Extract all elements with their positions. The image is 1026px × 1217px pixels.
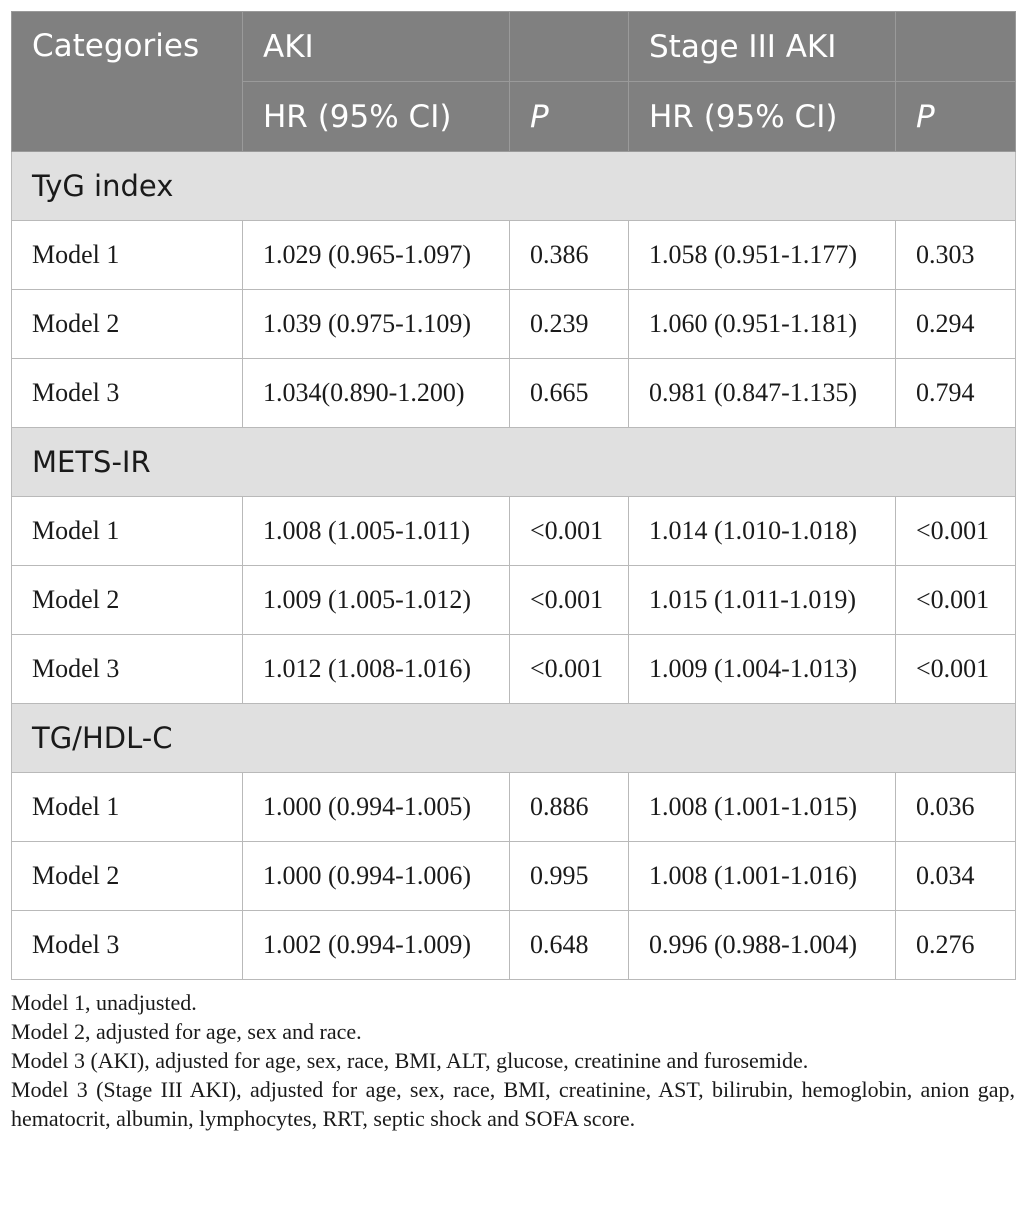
cell-aki-p: 0.886	[510, 773, 629, 842]
header-aki-p: P	[510, 82, 629, 152]
table-body	[12, 152, 1016, 980]
header-stage3-aki: Stage III AKI	[629, 12, 896, 82]
cell-stage3-p: 0.794	[896, 359, 1016, 428]
cell-aki-hr: 1.034(0.890-1.200)	[243, 359, 510, 428]
header-row-1	[12, 12, 1016, 82]
cell-aki-p: 0.386	[510, 221, 629, 290]
section-title: TyG index	[12, 152, 1016, 221]
results-table-container	[11, 11, 1015, 1133]
cell-model: Model 2	[12, 566, 243, 635]
cell-model: Model 1	[12, 773, 243, 842]
cell-aki-hr: 1.009 (1.005-1.012)	[243, 566, 510, 635]
cell-aki-p: 0.995	[510, 842, 629, 911]
cell-aki-hr: 1.008 (1.005-1.011)	[243, 497, 510, 566]
cell-aki-hr: 1.000 (0.994-1.006)	[243, 842, 510, 911]
cell-model: Model 3	[12, 911, 243, 980]
section-row-tg-hdl-c	[12, 704, 1016, 773]
table-row	[12, 911, 1016, 980]
hazard-ratio-table	[11, 11, 1016, 980]
cell-stage3-hr: 0.996 (0.988-1.004)	[629, 911, 896, 980]
header-stage3-hr: HR (95% CI)	[629, 82, 896, 152]
cell-stage3-hr: 1.015 (1.011-1.019)	[629, 566, 896, 635]
table-footnotes	[11, 988, 1015, 1133]
cell-stage3-hr: 1.008 (1.001-1.016)	[629, 842, 896, 911]
cell-stage3-p: 0.276	[896, 911, 1016, 980]
section-row-tyg-index	[12, 152, 1016, 221]
footnote-model-1: Model 1, unadjusted.	[11, 990, 197, 1015]
cell-aki-p: <0.001	[510, 635, 629, 704]
header-aki: AKI	[243, 12, 510, 82]
cell-stage3-hr: 1.008 (1.001-1.015)	[629, 773, 896, 842]
cell-stage3-p: 0.294	[896, 290, 1016, 359]
table-row	[12, 842, 1016, 911]
cell-aki-p: 0.648	[510, 911, 629, 980]
cell-stage3-hr: 1.009 (1.004-1.013)	[629, 635, 896, 704]
section-title: METS-IR	[12, 428, 1016, 497]
table-row	[12, 359, 1016, 428]
cell-stage3-p: 0.034	[896, 842, 1016, 911]
cell-stage3-p: <0.001	[896, 566, 1016, 635]
cell-stage3-p: <0.001	[896, 497, 1016, 566]
cell-stage3-hr: 1.060 (0.951-1.181)	[629, 290, 896, 359]
section-title: TG/HDL-C	[12, 704, 1016, 773]
header-categories: Categories	[12, 12, 243, 152]
cell-stage3-hr: 1.058 (0.951-1.177)	[629, 221, 896, 290]
cell-aki-hr: 1.039 (0.975-1.109)	[243, 290, 510, 359]
cell-model: Model 3	[12, 635, 243, 704]
footnote-model-3-aki: Model 3 (AKI), adjusted for age, sex, race, BMI, ALT, glucose, creatinine and furosemide.	[11, 1048, 809, 1073]
cell-model: Model 3	[12, 359, 243, 428]
header-aki-blank	[510, 12, 629, 82]
table-row	[12, 221, 1016, 290]
cell-aki-p: 0.239	[510, 290, 629, 359]
cell-aki-p: <0.001	[510, 566, 629, 635]
cell-aki-p: 0.665	[510, 359, 629, 428]
footnote-model-3-stage3-aki: Model 3 (Stage III AKI), adjusted for age, sex, race, BMI, creatinine, AST, bilirubin, hemoglobin, anion gap, hematocrit, albumin, lymphocytes, RRT, septic shock and SOFA score.	[11, 1077, 1015, 1131]
header-stage3-blank	[896, 12, 1016, 82]
header-aki-hr: HR (95% CI)	[243, 82, 510, 152]
section-row-mets-ir	[12, 428, 1016, 497]
header-stage3-p: P	[896, 82, 1016, 152]
table-row	[12, 773, 1016, 842]
cell-aki-hr: 1.000 (0.994-1.005)	[243, 773, 510, 842]
table-header	[12, 12, 1016, 152]
cell-model: Model 2	[12, 290, 243, 359]
cell-stage3-p: 0.036	[896, 773, 1016, 842]
cell-stage3-hr: 0.981 (0.847-1.135)	[629, 359, 896, 428]
cell-stage3-p: <0.001	[896, 635, 1016, 704]
cell-aki-p: <0.001	[510, 497, 629, 566]
footnote-model-2: Model 2, adjusted for age, sex and race.	[11, 1019, 362, 1044]
table-row	[12, 566, 1016, 635]
cell-model: Model 1	[12, 221, 243, 290]
cell-stage3-hr: 1.014 (1.010-1.018)	[629, 497, 896, 566]
cell-model: Model 1	[12, 497, 243, 566]
table-row	[12, 635, 1016, 704]
table-row	[12, 497, 1016, 566]
cell-aki-hr: 1.002 (0.994-1.009)	[243, 911, 510, 980]
cell-stage3-p: 0.303	[896, 221, 1016, 290]
cell-model: Model 2	[12, 842, 243, 911]
table-row	[12, 290, 1016, 359]
cell-aki-hr: 1.029 (0.965-1.097)	[243, 221, 510, 290]
cell-aki-hr: 1.012 (1.008-1.016)	[243, 635, 510, 704]
